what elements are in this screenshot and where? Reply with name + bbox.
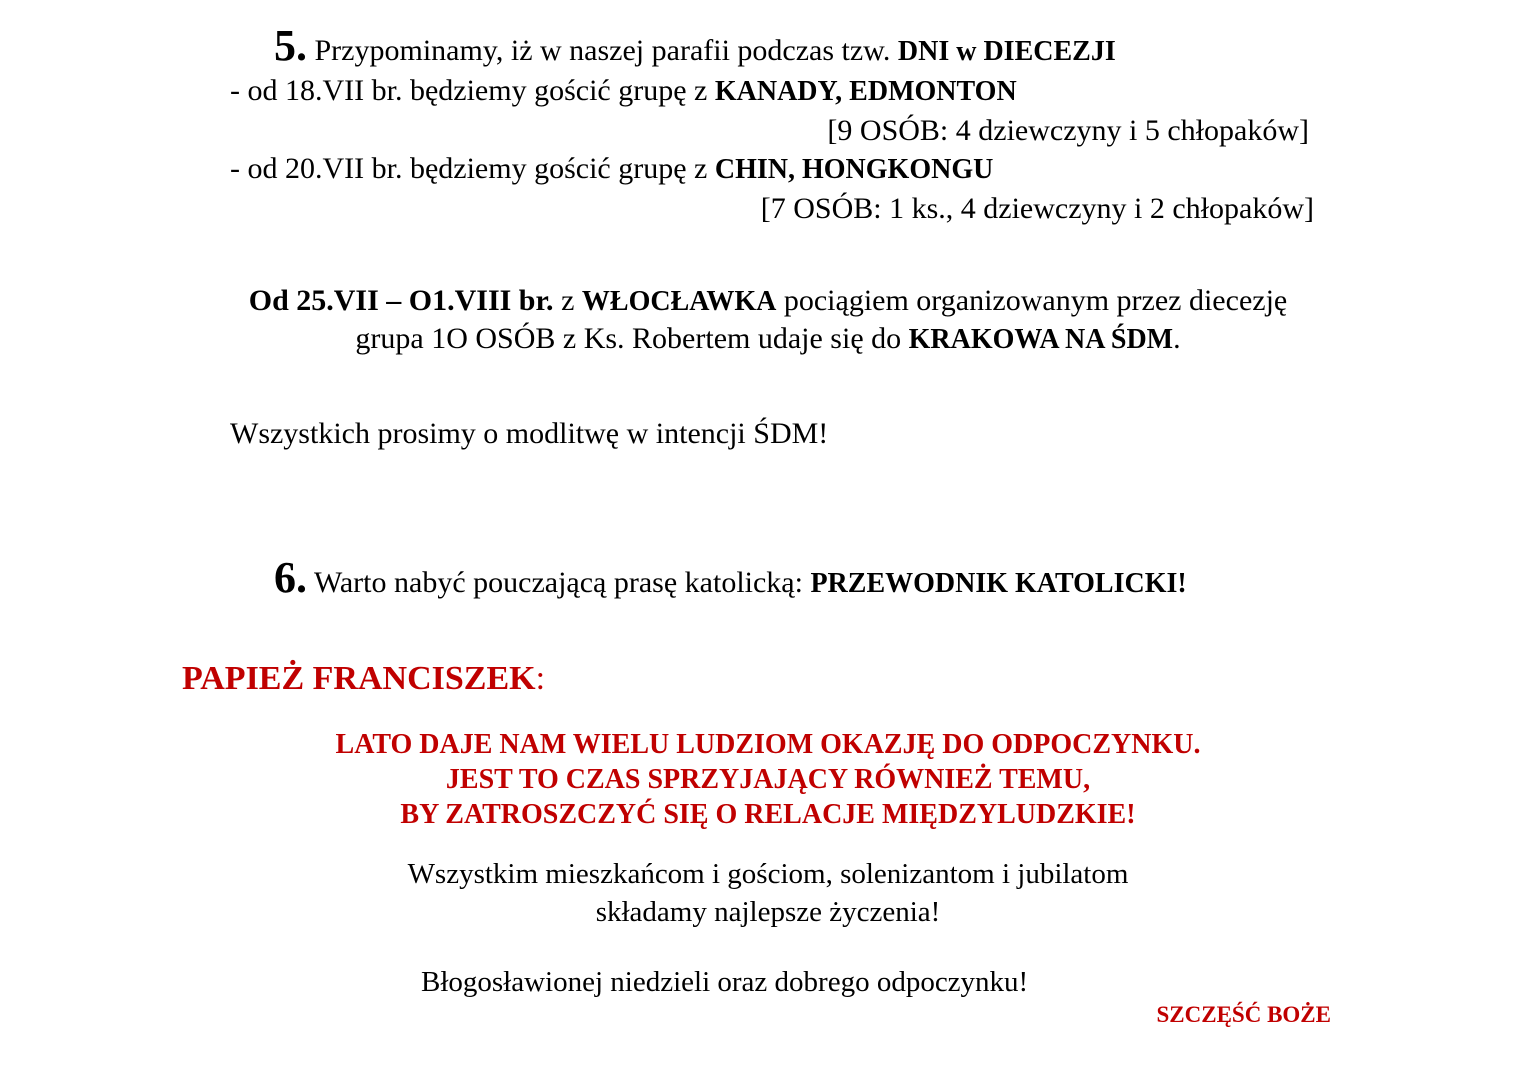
group1-details: [9 OSÓB: 4 dziewczyny i 5 chłopaków] xyxy=(827,114,1309,147)
trip-line2-text: grupa 1O OSÓB z Ks. Robertem udaje się do xyxy=(355,322,909,355)
trip-destination: KRAKOWA NA ŚDM xyxy=(908,324,1174,355)
wishes-line-1: Wszystkim mieszkańcom i gościom, solenizantom i jubilatom xyxy=(407,858,1129,890)
item6-bold: PRZEWODNIK KATOLICKI! xyxy=(810,568,1187,599)
closing-greeting: SZCZĘŚĆ BOŻE xyxy=(1156,1002,1331,1027)
trip-text-2: pociągiem organizowanym przez diecezję xyxy=(776,284,1288,317)
blessing: Błogosławionej niedzieli oraz dobrego odpoczynku! xyxy=(421,966,1029,998)
pope-quote-line-3: BY ZATROSZCZYĆ SIĘ O RELACJE MIĘDZYLUDZKIE! xyxy=(400,799,1136,830)
wishes-line-2: składamy najlepsze życzenia! xyxy=(595,896,941,928)
item6-number: 6. xyxy=(274,553,307,602)
group1-country: KANADY, EDMONTON xyxy=(714,76,1017,107)
pope-colon: : xyxy=(535,660,546,697)
pope-quote-line-1: LATO DAJE NAM WIELU LUDZIOM OKAZJĘ DO ODPOCZYNKU. xyxy=(335,729,1201,760)
item6-heading xyxy=(274,553,1187,602)
trip-dates: Od 25.VII – O1.VIII br. xyxy=(248,284,554,317)
group2-line xyxy=(230,154,993,184)
group2-country: CHIN, HONGKONGU xyxy=(714,154,994,185)
group1-line xyxy=(230,76,1017,106)
group1-text: - od 18.VII br. będziemy gościć grupę z xyxy=(230,74,715,107)
trip-text-1: z xyxy=(553,284,582,317)
group2-text: - od 20.VII br. będziemy gościć grupę z xyxy=(230,152,715,185)
item5-intro-bold: DNI w DIECEZJI xyxy=(897,36,1116,67)
item5-number: 5. xyxy=(274,21,307,70)
pope-heading xyxy=(182,662,545,696)
prayer-request: Wszystkich prosimy o modlitwę w intencji ŚDM! xyxy=(230,417,829,450)
trip-line2-end: . xyxy=(1173,322,1181,355)
item5-heading xyxy=(274,21,1116,70)
pope-name: PAPIEŻ FRANCISZEK xyxy=(182,660,536,697)
item6-text: Warto nabyć pouczającą prasę katolicką: xyxy=(307,566,811,599)
trip-line-1 xyxy=(0,286,1536,316)
trip-city: WŁOCŁAWKA xyxy=(581,286,777,317)
trip-line-2 xyxy=(0,324,1536,354)
item5-intro: Przypominamy, iż w naszej parafii podczas tzw. xyxy=(307,34,898,67)
pope-quote-line-2: JEST TO CZAS SPRZYJAJĄCY RÓWNIEŻ TEMU, xyxy=(445,764,1091,795)
group2-details: [7 OSÓB: 1 ks., 4 dziewczyny i 2 chłopaków] xyxy=(760,192,1314,225)
